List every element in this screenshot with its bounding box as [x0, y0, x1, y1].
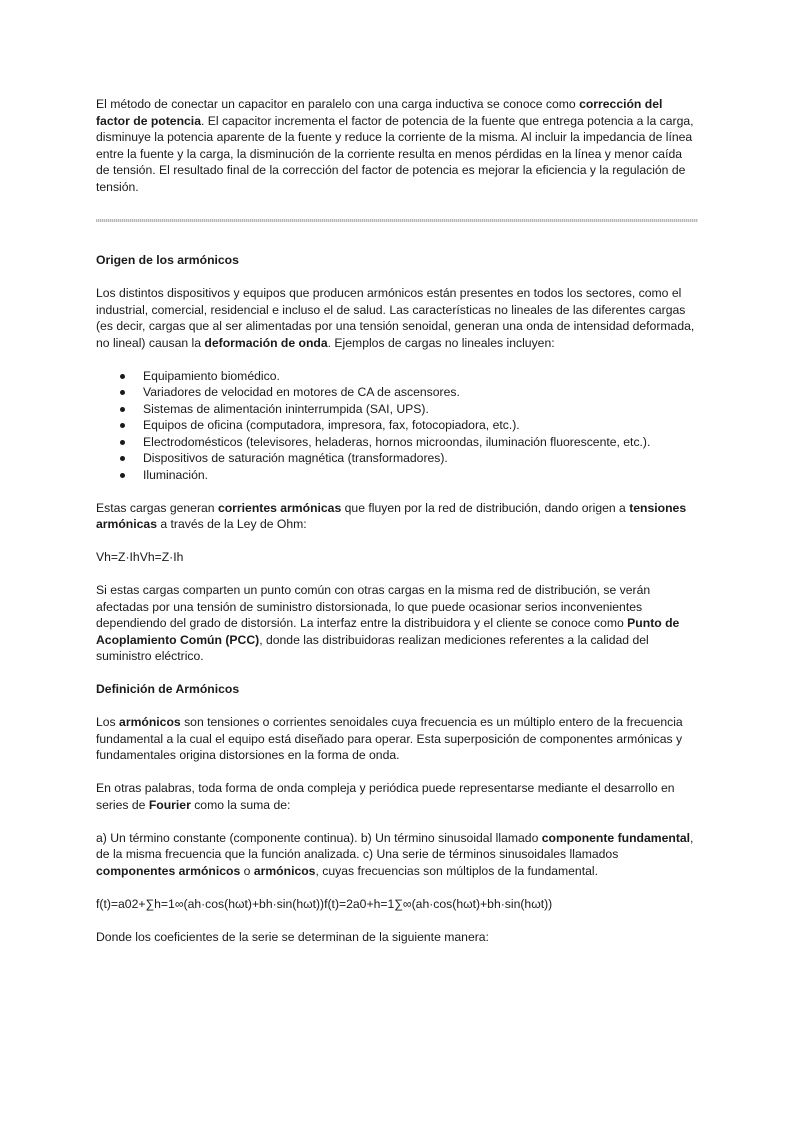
- bold-term: componente fundamental: [541, 830, 691, 845]
- paragraph-terms: a) Un término constante (componente continua). b) Un término sinusoidal llamado componente fundamental, de la misma frecuencia que la función analizada. c) Una serie de términos sinusoidales llamados componentes armónicos o armónicos, cuyas frecuencias son múltiplos de la fundamental.: [96, 830, 694, 878]
- bold-term: armónicos: [253, 863, 316, 878]
- paragraph-origen: Los distintos dispositivos y equipos que producen armónicos están presentes en todos los sectores, como el industrial, comercial, residencial e incluso el de salud. Las características no lineales de las diferentes cargas (es decir, cargas que al ser alimentadas por una tensión senoidal, generan una onda de intensidad deformada, no lineal) causan la deformación de onda. Ejemplos de cargas no lineales incluyen:: [96, 286, 695, 350]
- bold-term: armónicos: [119, 715, 181, 729]
- list-item: Equipos de oficina (computadora, impresora, fax, fotocopiadora, etc.).: [96, 417, 698, 434]
- list-item: Equipamiento biomédico.: [96, 368, 698, 385]
- paragraph-power-factor: El método de conectar un capacitor en paralelo con una carga inductiva se conoce como corrección del factor de potencia. El capacitor incrementa el factor de potencia de la fuente que entrega potencia a la carga, disminuye la potencia aparente de la fuente y reduce la corriente de la misma. Al incluir la impedancia de línea entre la fuente y la carga, la disminución de la corriente resulta en menos pérdidas en la línea y menor caída de tensión. El resultado final de la corrección del factor de potencia es mejorar la eficiencia y la regulación de tensión.: [96, 97, 694, 194]
- bold-term: corrientes armónicas: [217, 500, 342, 515]
- list-item: Electrodomésticos (televisores, heladeras, hornos microondas, iluminación fluorescente, etc.).: [96, 434, 698, 451]
- bold-term: deformación de onda: [204, 335, 328, 350]
- horizontal-divider: [96, 219, 698, 222]
- list-item: Variadores de velocidad en motores de CA de ascensores.: [96, 384, 698, 401]
- bold-term: componentes armónicos: [96, 863, 241, 878]
- bold-term: corrección del factor de potencia: [96, 97, 663, 128]
- document-page: [96, 96, 698, 962]
- paragraph-harmonic-currents: Estas cargas generan corrientes armónicas que fluyen por la red de distribución, dando origen a tensiones armónicas a través de la Ley de Ohm:: [96, 500, 687, 531]
- bold-term: Fourier: [148, 797, 191, 812]
- paragraph-pcc: Si estas cargas comparten un punto común con otras cargas en la misma red de distribución, se verán afectadas por una tensión de suministro distorsionada, lo que puede ocasionar serios inconvenientes dependiendo del grado de distorsión. La interfaz entre la distribuidora y el cliente se conoce como Punto de Acoplamiento Común (PCC), donde las distribuidoras realizan mediciones referentes a la calidad del suministro eléctrico.: [96, 583, 680, 663]
- list-item: Dispositivos de saturación magnética (transformadores).: [96, 450, 698, 467]
- list-item: Iluminación.: [96, 467, 698, 484]
- heading-definicion: Definición de Armónicos: [96, 682, 240, 696]
- bold-term: Punto de Acoplamiento Común (PCC): [96, 616, 680, 647]
- paragraph-coefficients: Donde los coeficientes de la serie se determinan de la siguiente manera:: [96, 929, 489, 944]
- formula-ohm-law: Vh=Z·IhVh=Z·Ih: [96, 550, 184, 564]
- paragraph-fourier: En otras palabras, toda forma de onda compleja y periódica puede representarse mediante el desarrollo en series de Fourier como la suma de:: [96, 781, 675, 812]
- bold-term: tensiones armónicas: [96, 500, 687, 531]
- nonlinear-loads-list: [96, 368, 698, 484]
- heading-origen: Origen de los armónicos: [96, 253, 239, 267]
- list-item: Sistemas de alimentación ininterrumpida (SAI, UPS).: [96, 401, 698, 418]
- paragraph-definicion: Los armónicos son tensiones o corrientes senoidales cuya frecuencia es un múltiplo entero de la frecuencia fundamental a la cual el equipo está diseñado para operar. Esta superposición de componentes armónicas y fundamentales origina distorsiones en la forma de onda.: [96, 715, 683, 762]
- formula-fourier-series: f(t)=a02+∑h=1∞(ah·cos⁡(hωt)+bh·sin⁡(hωt))f(t)=2a0+h=1∑∞(ah·cos(hωt)+bh·sin(hωt)): [96, 896, 553, 911]
